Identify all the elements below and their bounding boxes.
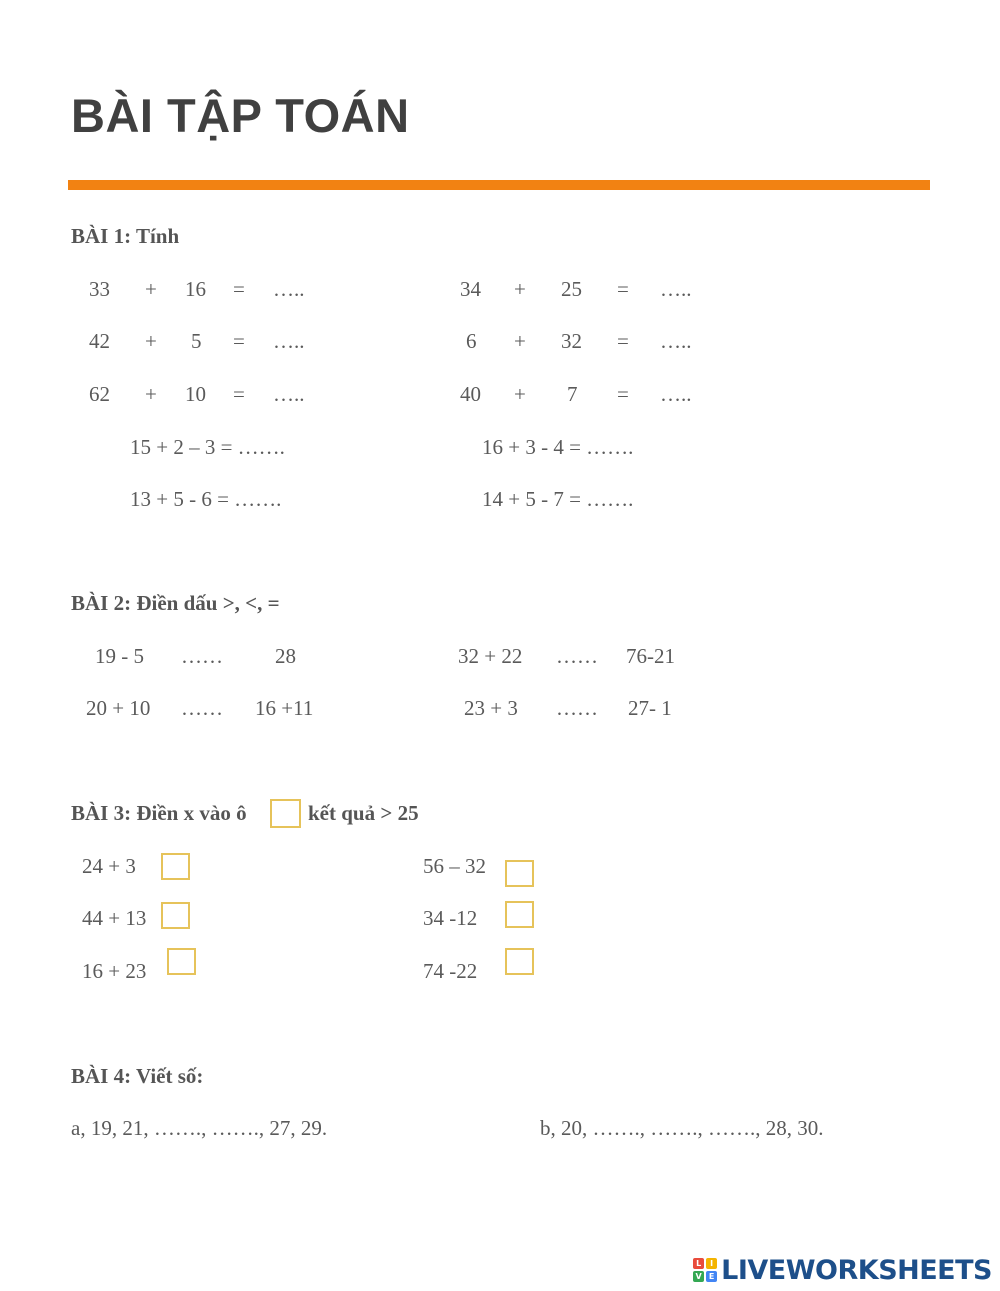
answer-blank[interactable]: …..: [273, 382, 305, 406]
answer-checkbox[interactable]: [161, 853, 190, 880]
bai3-item: 44 + 13: [82, 906, 147, 930]
bai3-item: 56 – 32: [423, 854, 486, 878]
comparison-blank[interactable]: ……: [556, 696, 598, 720]
logo-mark-icon: L I V E: [693, 1258, 717, 1282]
answer-blank[interactable]: …..: [660, 277, 692, 301]
liveworksheets-logo[interactable]: [693, 1253, 992, 1287]
answer-blank[interactable]: …..: [273, 329, 305, 353]
orange-divider: [68, 180, 930, 190]
bai1-expression[interactable]: 14 + 5 - 7 = …….: [482, 487, 634, 511]
bai4-sequence-a[interactable]: a, 19, 21, ……., ……., 27, 29.: [71, 1116, 328, 1140]
logo-text: LIVEWORKSHEETS: [721, 1254, 992, 1286]
bai3-item: 24 + 3: [82, 854, 136, 878]
comparison-blank[interactable]: ……: [556, 644, 598, 668]
answer-checkbox[interactable]: [167, 948, 196, 975]
bai1-expression[interactable]: 13 + 5 - 6 = …….: [130, 487, 282, 511]
page-title: BÀI TẬP TOÁN: [71, 89, 410, 142]
bai4-heading: BÀI 4: Viết số:: [71, 1064, 204, 1088]
example-checkbox: [270, 799, 301, 828]
bai3-heading-condition: kết quả > 25: [308, 801, 419, 825]
bai4-sequence-b[interactable]: b, 20, ……., ……., ……., 28, 30.: [540, 1116, 824, 1140]
comparison-blank[interactable]: ……: [181, 696, 223, 720]
answer-checkbox[interactable]: [505, 948, 534, 975]
bai1-expression[interactable]: 16 + 3 - 4 = …….: [482, 435, 634, 459]
bai3-item: 16 + 23: [82, 959, 147, 983]
answer-blank[interactable]: …..: [660, 382, 692, 406]
bai1-expression[interactable]: 15 + 2 – 3 = …….: [130, 435, 285, 459]
answer-blank[interactable]: …..: [660, 329, 692, 353]
answer-blank[interactable]: …..: [273, 277, 305, 301]
bai2-heading: BÀI 2: Điền dấu >, <, =: [71, 591, 280, 615]
comparison-blank[interactable]: ……: [181, 644, 223, 668]
answer-checkbox[interactable]: [505, 901, 534, 928]
bai3-item: 74 -22: [423, 959, 478, 983]
bai3-heading: BÀI 3: Điền x vào ô: [71, 801, 247, 825]
answer-checkbox[interactable]: [161, 902, 190, 929]
answer-checkbox[interactable]: [505, 860, 534, 887]
bai3-item: 34 -12: [423, 906, 478, 930]
bai1-heading: BÀI 1: Tính: [71, 224, 180, 248]
